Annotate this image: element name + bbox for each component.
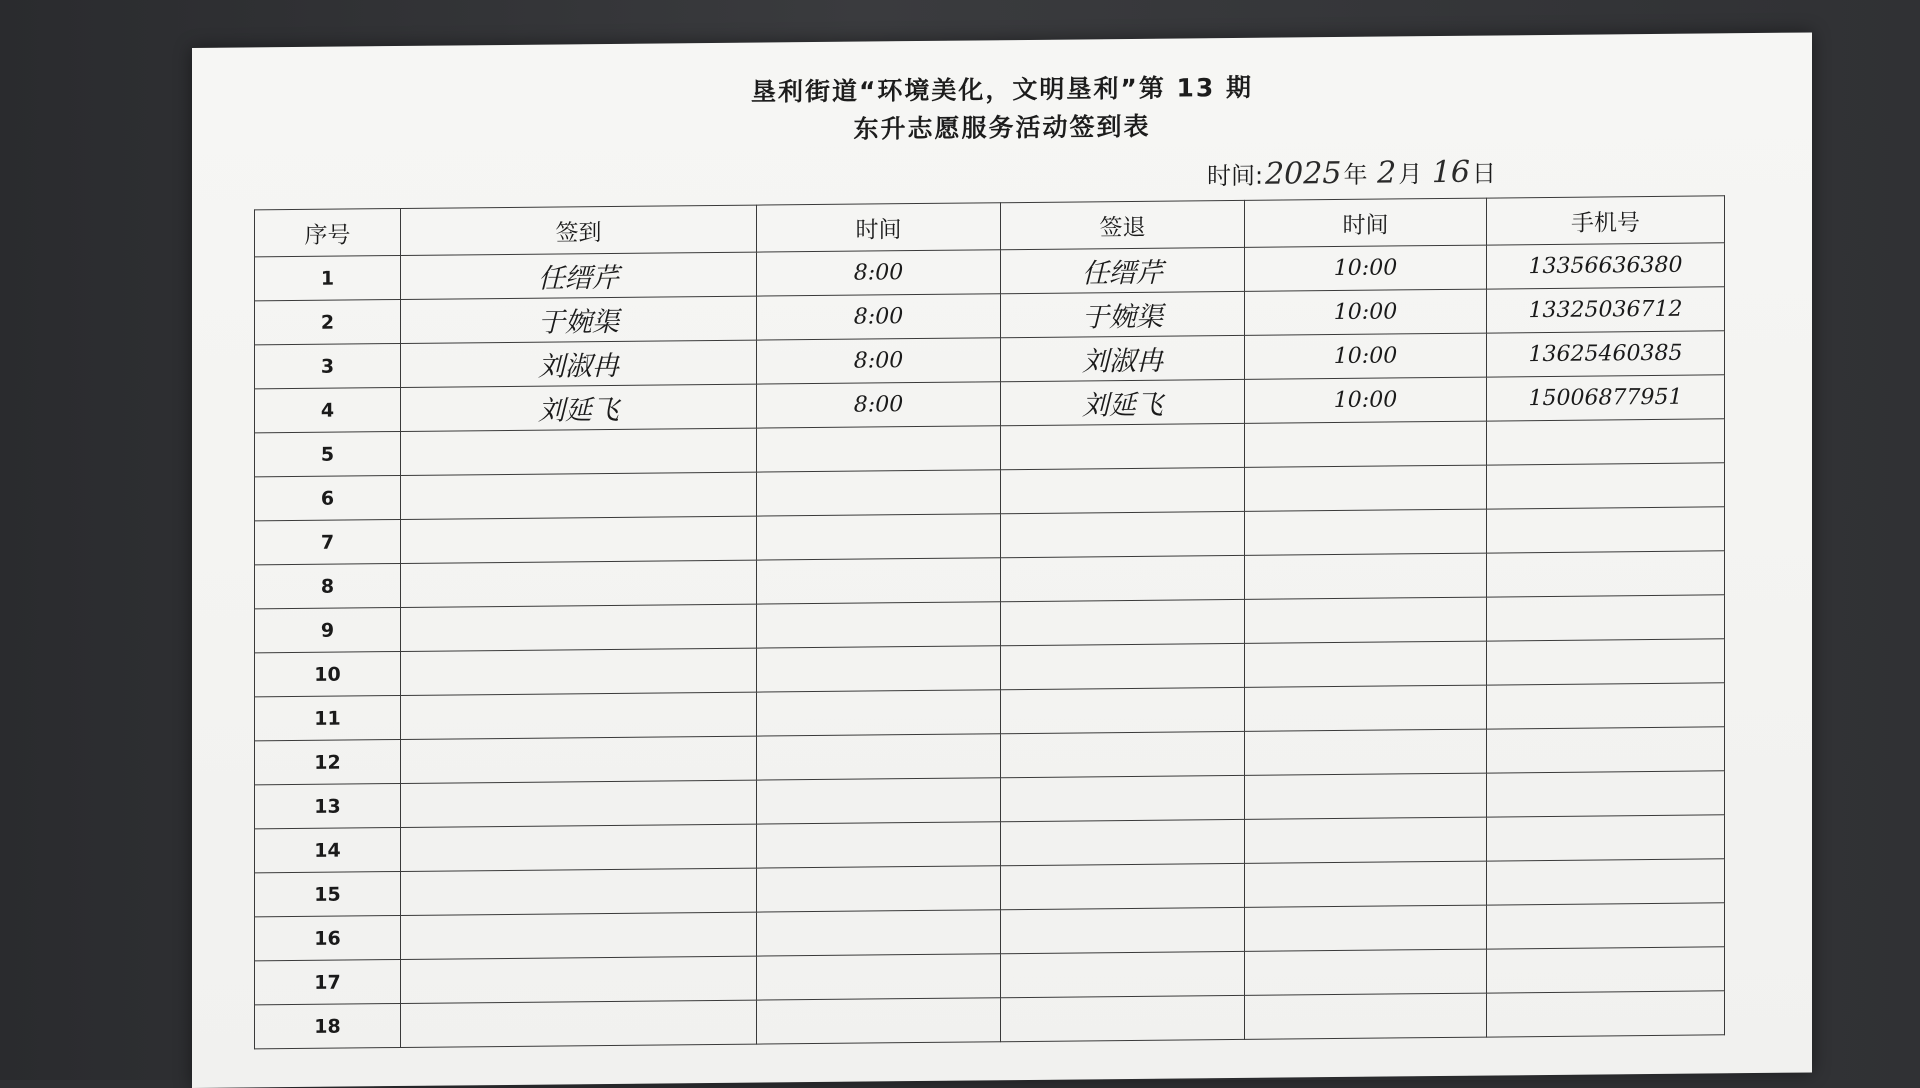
sign-out-signature-cell [1001, 775, 1245, 821]
serial-number-cell: 1 [255, 255, 401, 300]
sign-out-signature-cell: 任缙芹 [1001, 247, 1245, 293]
sign-in-time-cell [757, 514, 1001, 560]
sign-out-signature-cell [1001, 643, 1245, 689]
sign-in-time-cell [757, 998, 1001, 1044]
date-label: 时间: [1207, 161, 1264, 191]
sign-in-time-cell [757, 822, 1001, 868]
sign-in-signature-cell: 刘淑冉 [401, 340, 757, 387]
sign-out-time-cell [1245, 773, 1487, 819]
serial-number-cell: 14 [255, 827, 401, 872]
phone-number-cell [1487, 551, 1725, 597]
serial-number-cell: 11 [255, 695, 401, 740]
sign-out-signature-cell [1001, 951, 1245, 997]
date-year: 2025 [1265, 155, 1342, 192]
serial-number-cell: 6 [255, 475, 401, 520]
sign-out-time-cell: 10:00 [1245, 289, 1487, 335]
sign-in-signature-cell [401, 428, 757, 475]
phone-number-cell [1487, 771, 1725, 817]
sign-in-signature-cell: 于婉渠 [401, 296, 757, 343]
phone-number-cell [1487, 727, 1725, 773]
sign-out-time-cell [1245, 861, 1487, 907]
sign-in-signature-cell [401, 868, 757, 915]
sign-in-signature-cell: 任缙芹 [401, 252, 757, 299]
sign-out-signature-cell [1001, 863, 1245, 909]
sign-out-time-cell [1245, 685, 1487, 731]
sign-out-time-cell [1245, 641, 1487, 687]
serial-number-cell: 3 [255, 343, 401, 388]
sign-out-signature-cell [1001, 731, 1245, 777]
date-month: 2 [1377, 155, 1397, 191]
phone-number-cell [1487, 947, 1725, 993]
table-body [255, 243, 1725, 1049]
sign-out-time-cell [1245, 509, 1487, 555]
sign-in-signature-cell [401, 604, 757, 651]
serial-number-cell: 16 [255, 915, 401, 960]
serial-number-cell: 7 [255, 519, 401, 564]
sign-out-time-cell [1245, 421, 1487, 467]
signin-table [254, 195, 1725, 1049]
phone-number-cell [1487, 463, 1725, 509]
sign-out-time-cell [1245, 993, 1487, 1039]
sheet-title: 垦利街道“环境美化，文明垦利”第 13 期 [750, 72, 1254, 107]
phone-number-cell [1487, 815, 1725, 861]
sign-in-signature-cell [401, 1000, 757, 1047]
sign-in-signature-cell [401, 692, 757, 739]
date-day: 16 [1431, 154, 1471, 191]
sheet-subtitle: 东升志愿服务活动签到表 [853, 111, 1151, 144]
sign-out-signature-cell [1001, 995, 1245, 1041]
sign-out-time-cell [1245, 905, 1487, 951]
phone-number-cell [1487, 639, 1725, 685]
serial-number-cell: 18 [255, 1003, 401, 1048]
sign-out-signature-cell: 于婉渠 [1001, 291, 1245, 337]
header-serial-number: 序号 [255, 208, 401, 256]
sign-out-signature-cell [1001, 555, 1245, 601]
phone-number-cell [1487, 991, 1725, 1037]
signin-sheet-paper [192, 32, 1812, 1088]
sign-out-time-cell: 10:00 [1245, 377, 1487, 423]
sign-in-signature-cell [401, 516, 757, 563]
sign-out-time-cell [1245, 817, 1487, 863]
sign-in-signature-cell [401, 560, 757, 607]
sign-in-time-cell [757, 470, 1001, 516]
header-sign-out: 签退 [1001, 200, 1245, 249]
date-line [1207, 153, 1496, 192]
serial-number-cell: 9 [255, 607, 401, 652]
phone-number-cell: 13325036712 [1487, 287, 1725, 333]
sign-out-signature-cell: 刘延飞 [1001, 379, 1245, 425]
phone-number-cell [1487, 683, 1725, 729]
sign-out-signature-cell [1001, 907, 1245, 953]
serial-number-cell: 17 [255, 959, 401, 1004]
sign-out-time-cell [1245, 949, 1487, 995]
serial-number-cell: 8 [255, 563, 401, 608]
sign-out-signature-cell [1001, 599, 1245, 645]
sign-in-time-cell: 8:00 [757, 338, 1001, 384]
phone-number-cell [1487, 903, 1725, 949]
sign-out-time-cell [1245, 553, 1487, 599]
phone-number-cell: 13356636380 [1487, 243, 1725, 289]
sign-in-time-cell [757, 734, 1001, 780]
phone-number-cell [1487, 595, 1725, 641]
date-day-suffix: 日 [1472, 159, 1497, 188]
serial-number-cell: 5 [255, 431, 401, 476]
sign-in-signature-cell [401, 780, 757, 827]
header-sign-in-time: 时间 [757, 203, 1001, 252]
serial-number-cell: 13 [255, 783, 401, 828]
header-sign-out-time: 时间 [1245, 198, 1487, 247]
sign-out-time-cell [1245, 465, 1487, 511]
phone-number-cell [1487, 859, 1725, 905]
sign-in-time-cell [757, 866, 1001, 912]
sign-in-signature-cell [401, 472, 757, 519]
header-sign-in: 签到 [401, 205, 757, 255]
sign-in-time-cell: 8:00 [757, 382, 1001, 428]
serial-number-cell: 15 [255, 871, 401, 916]
sign-in-signature-cell [401, 956, 757, 1003]
sign-out-time-cell: 10:00 [1245, 245, 1487, 291]
sign-in-time-cell [757, 426, 1001, 472]
sign-out-time-cell: 10:00 [1245, 333, 1487, 379]
date-month-suffix: 月 [1398, 160, 1423, 189]
sign-in-time-cell [757, 778, 1001, 824]
date-year-suffix: 年 [1343, 160, 1368, 189]
sign-in-time-cell: 8:00 [757, 294, 1001, 340]
sign-in-signature-cell [401, 824, 757, 871]
sign-out-signature-cell: 刘淑冉 [1001, 335, 1245, 381]
sign-in-time-cell [757, 602, 1001, 648]
sign-out-signature-cell [1001, 423, 1245, 469]
sign-in-time-cell [757, 558, 1001, 604]
serial-number-cell: 2 [255, 299, 401, 344]
sign-in-signature-cell: 刘延飞 [401, 384, 757, 431]
phone-number-cell [1487, 419, 1725, 465]
phone-number-cell: 13625460385 [1487, 331, 1725, 377]
sign-in-time-cell [757, 910, 1001, 956]
sign-in-time-cell: 8:00 [757, 250, 1001, 296]
sign-out-signature-cell [1001, 511, 1245, 557]
sign-in-signature-cell [401, 648, 757, 695]
sign-in-signature-cell [401, 736, 757, 783]
sign-out-signature-cell [1001, 467, 1245, 513]
phone-number-cell: 15006877951 [1487, 375, 1725, 421]
serial-number-cell: 4 [255, 387, 401, 432]
phone-number-cell [1487, 507, 1725, 553]
sign-out-time-cell [1245, 597, 1487, 643]
sign-out-signature-cell [1001, 687, 1245, 733]
sign-in-time-cell [757, 954, 1001, 1000]
serial-number-cell: 10 [255, 651, 401, 696]
sign-out-time-cell [1245, 729, 1487, 775]
sign-in-time-cell [757, 690, 1001, 736]
header-phone: 手机号 [1487, 196, 1725, 245]
sign-out-signature-cell [1001, 819, 1245, 865]
serial-number-cell: 12 [255, 739, 401, 784]
sign-in-signature-cell [401, 912, 757, 959]
sign-in-time-cell [757, 646, 1001, 692]
